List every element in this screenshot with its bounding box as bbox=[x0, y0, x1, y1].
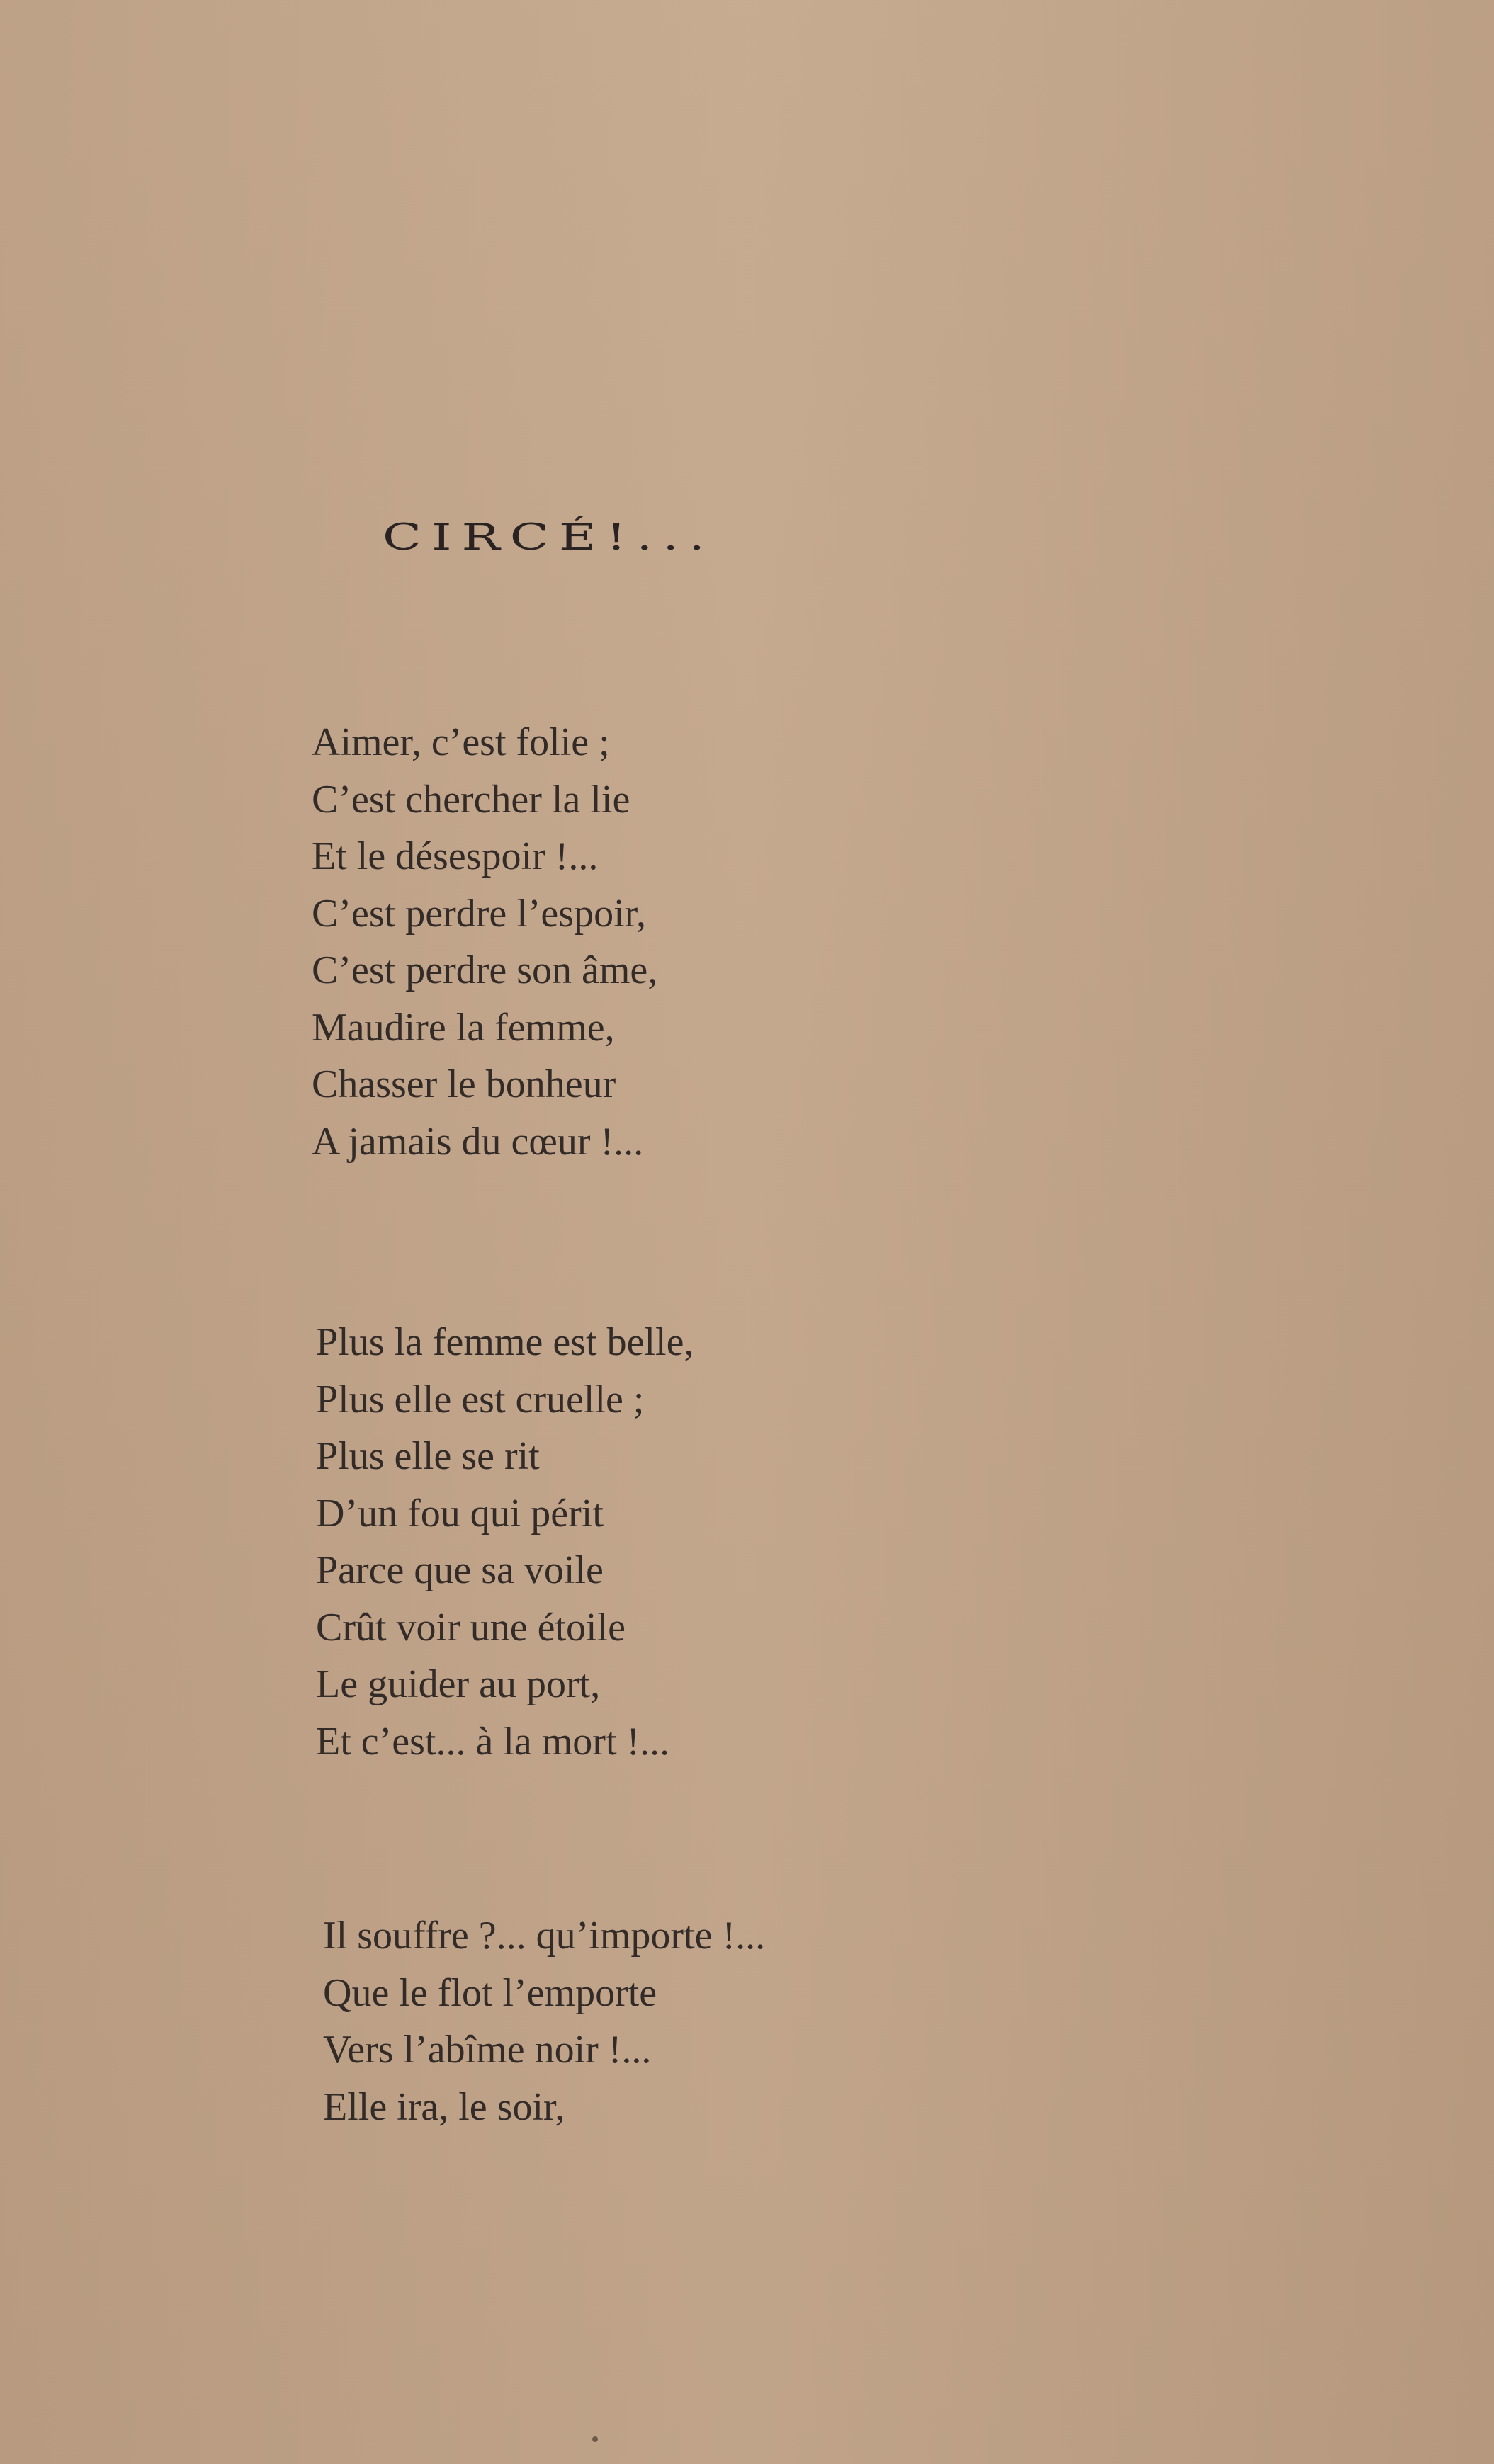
stanza-2 bbox=[316, 1314, 694, 1770]
poem-line: Il souffre ?... qu’importe !... bbox=[323, 1914, 766, 1958]
poem-line: A jamais du cœur !... bbox=[312, 1119, 644, 1164]
poem-line: C’est perdre l’espoir, bbox=[312, 891, 647, 936]
poem-line: Elle ira, le soir, bbox=[323, 2084, 565, 2129]
poem-line: Vers l’abîme noir !... bbox=[323, 2028, 652, 2072]
poem-line: Que le flot l’emporte bbox=[323, 1970, 657, 2015]
poem-line: Maudire la femme, bbox=[312, 1005, 615, 1050]
poem-line: Et c’est... à la mort !... bbox=[316, 1719, 670, 1764]
poem-line: Parce que sa voile bbox=[316, 1548, 604, 1592]
poem-line: Et le désespoir !... bbox=[312, 834, 599, 878]
poem-line: Plus elle est cruelle ; bbox=[316, 1377, 645, 1421]
poem-line: C’est chercher la lie bbox=[312, 777, 630, 822]
poem-line: Crût voir une étoile bbox=[316, 1605, 626, 1650]
poem-line: D’un fou qui périt bbox=[316, 1491, 604, 1535]
poem-line: C’est perdre son âme, bbox=[312, 948, 658, 992]
poem-line: Le guider au port, bbox=[316, 1662, 601, 1706]
poem-line: Plus la femme est belle, bbox=[316, 1320, 694, 1364]
stanza-1 bbox=[312, 714, 657, 1170]
ink-dot bbox=[592, 2436, 598, 2442]
poem-line: Aimer, c’est folie ; bbox=[312, 720, 610, 764]
poem-title: CIRCÉ!... bbox=[383, 516, 715, 559]
stanza-3 bbox=[323, 1907, 765, 2135]
poem-line: Chasser le bonheur bbox=[312, 1062, 616, 1106]
poem-line: Plus elle se rit bbox=[316, 1434, 540, 1478]
